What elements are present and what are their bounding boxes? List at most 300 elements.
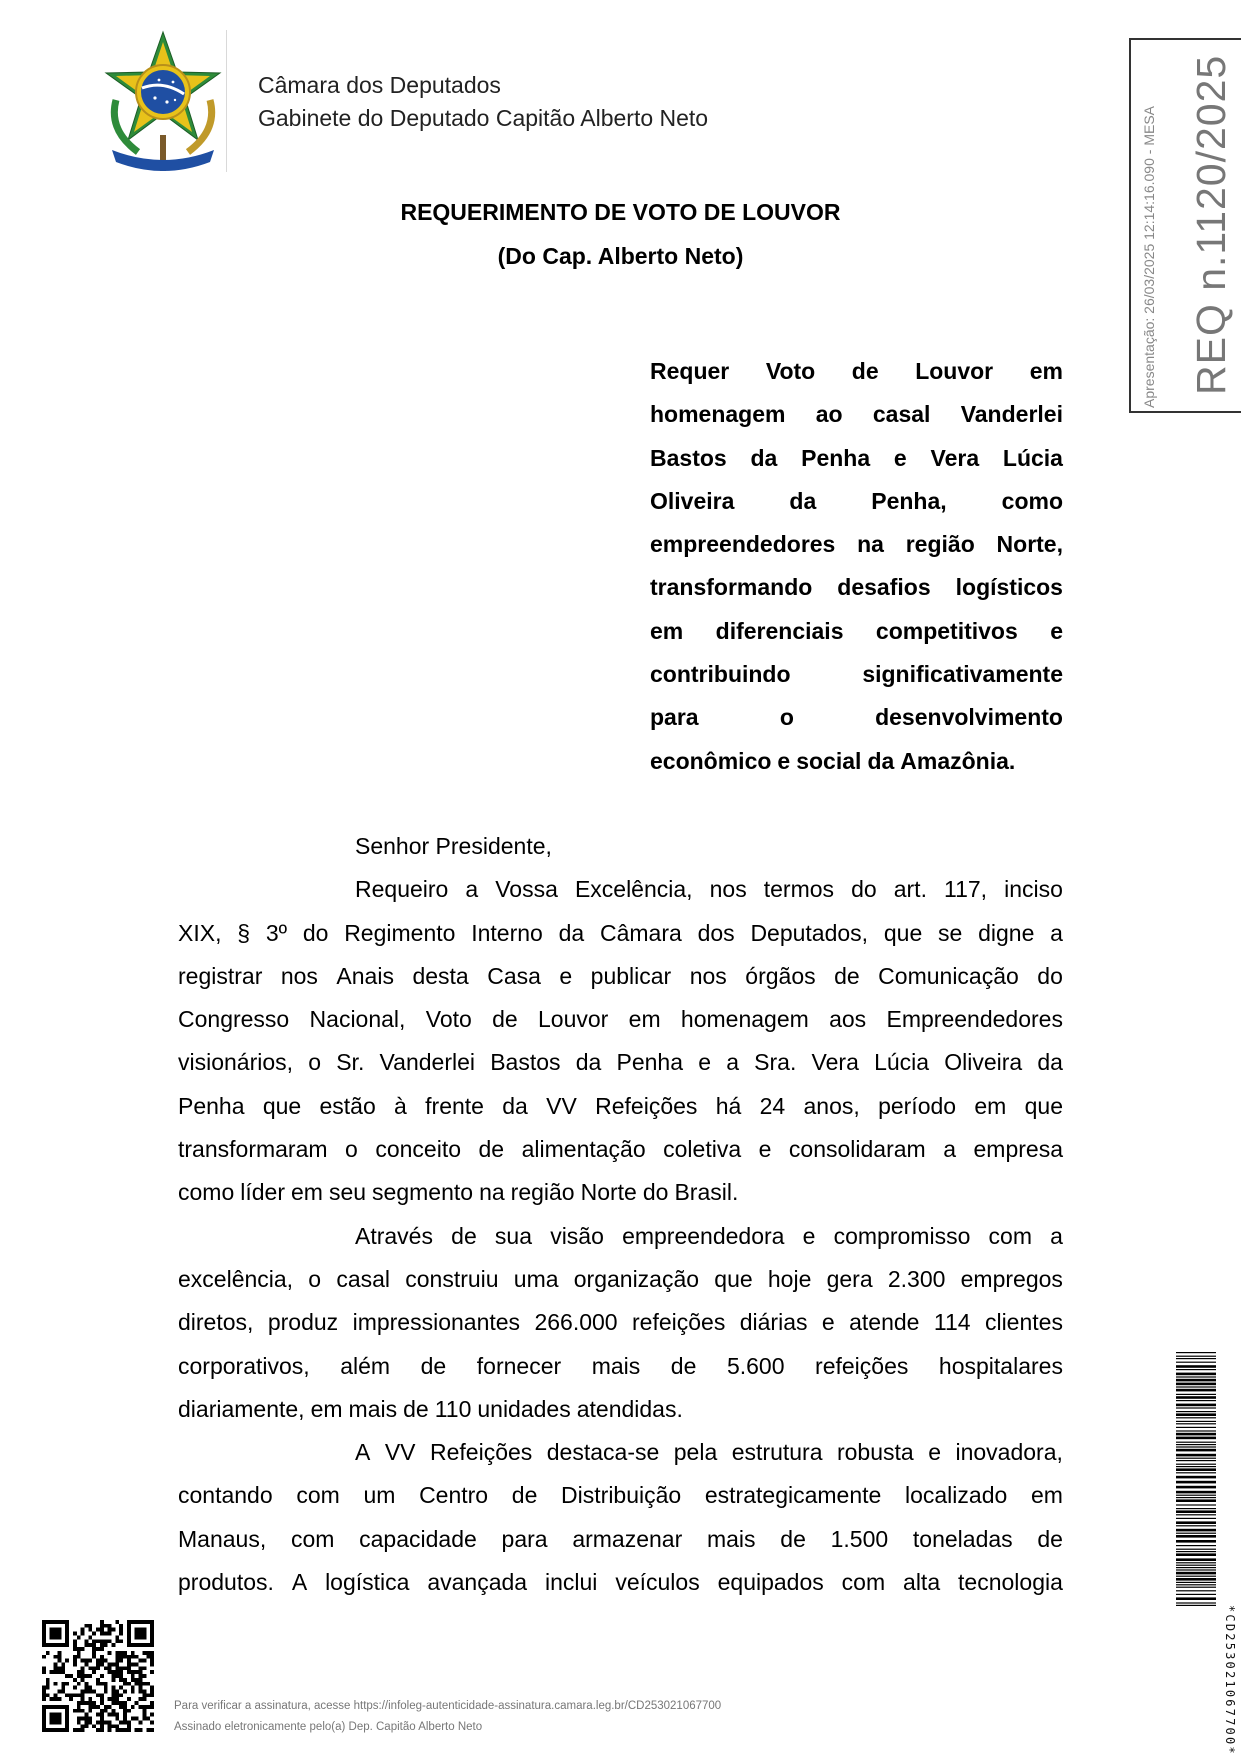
qr-module xyxy=(42,1620,69,1624)
qr-module xyxy=(119,1686,123,1690)
qr-module xyxy=(42,1643,69,1647)
qr-module xyxy=(81,1674,85,1678)
qr-module xyxy=(119,1624,123,1628)
qr-module xyxy=(100,1620,104,1624)
qr-module xyxy=(139,1690,143,1694)
qr-module xyxy=(131,1690,135,1694)
ementa-line: Oliveira da Penha, como xyxy=(650,487,1063,514)
qr-module xyxy=(119,1693,123,1697)
qr-module xyxy=(135,1662,139,1666)
qr-module xyxy=(54,1693,58,1697)
qr-module xyxy=(104,1624,108,1628)
qr-module xyxy=(123,1713,127,1717)
qr-module xyxy=(84,1720,88,1724)
qr-module xyxy=(84,1639,88,1643)
qr-module xyxy=(81,1666,85,1670)
qr-module xyxy=(135,1628,147,1640)
qr-module xyxy=(81,1717,85,1721)
qr-module xyxy=(135,1670,139,1674)
office-name: Gabinete do Deputado Capitão Alberto Neto xyxy=(258,105,709,131)
qr-module xyxy=(135,1655,139,1659)
body-line: transformaram o conceito de alimentação coletiva e consolidaram a empresa xyxy=(178,1136,1063,1163)
qr-module xyxy=(135,1678,139,1682)
qr-module xyxy=(88,1701,92,1705)
qr-module xyxy=(77,1701,81,1705)
barcode-bar xyxy=(1176,1529,1216,1532)
qr-module xyxy=(119,1670,123,1674)
barcode-bar xyxy=(1176,1576,1216,1577)
qr-module xyxy=(69,1697,73,1701)
barcode-bar xyxy=(1176,1499,1216,1502)
qr-module xyxy=(150,1651,154,1655)
qr-module xyxy=(100,1674,104,1678)
barcode-bar xyxy=(1176,1404,1216,1407)
barcode-bar xyxy=(1176,1605,1216,1606)
barcode-bar xyxy=(1176,1442,1216,1443)
qr-module xyxy=(61,1690,65,1694)
qr-module xyxy=(77,1674,81,1678)
body-line: Requeiro a Vossa Excelência, nos termos do art. 117, inciso xyxy=(355,876,1063,903)
qr-module xyxy=(100,1639,104,1643)
qr-module xyxy=(115,1697,119,1701)
qr-module xyxy=(54,1697,58,1701)
qr-module xyxy=(69,1674,73,1678)
qr-module xyxy=(139,1666,143,1670)
qr-module xyxy=(119,1655,123,1659)
barcode-bar xyxy=(1176,1373,1216,1376)
qr-module xyxy=(115,1670,119,1674)
qr-module xyxy=(96,1659,100,1663)
qr-module xyxy=(127,1666,131,1670)
brazil-coat-of-arms-logo xyxy=(98,30,228,176)
qr-module xyxy=(92,1651,96,1655)
qr-module xyxy=(115,1620,119,1624)
qr-module xyxy=(61,1682,65,1686)
qr-module xyxy=(96,1639,100,1643)
qr-module xyxy=(42,1705,69,1709)
qr-module xyxy=(88,1709,92,1713)
qr-module xyxy=(119,1632,123,1636)
qr-module xyxy=(96,1682,100,1686)
qr-module xyxy=(108,1632,112,1636)
body-line: contando com um Centro de Distribuição estrategicamente localizado em xyxy=(178,1482,1063,1509)
qr-module xyxy=(108,1697,112,1701)
qr-module xyxy=(127,1662,131,1666)
barcode-bar xyxy=(1176,1510,1216,1513)
qr-module xyxy=(115,1635,119,1639)
barcode-bar xyxy=(1176,1525,1216,1526)
ementa-line: econômico e social da Amazônia. xyxy=(650,747,1016,774)
verification-url-text: Para verificar a assinatura, acesse https://infoleg-autenticidade-assinatura.camara.leg.br/CD253021067700 xyxy=(174,1700,722,1712)
body-line: como líder em seu segmento na região Norte do Brasil. xyxy=(178,1179,739,1206)
ementa-line: em diferenciais competitivos e xyxy=(650,617,1063,644)
qr-module xyxy=(96,1713,100,1717)
barcode-bar xyxy=(1176,1565,1216,1566)
qr-module xyxy=(123,1720,127,1724)
barcode-bar xyxy=(1176,1356,1216,1357)
barcode-bar xyxy=(1176,1460,1216,1461)
qr-module xyxy=(100,1662,104,1666)
barcode-bar xyxy=(1176,1421,1216,1422)
presentation-date: Apresentação: 26/03/2025 12:14:16.090 - MESA xyxy=(1141,106,1157,408)
qr-module xyxy=(96,1662,100,1666)
body-line: excelência, o casal construiu uma organização que hoje gera 2.300 empregos xyxy=(178,1265,1063,1292)
qr-module xyxy=(100,1643,104,1647)
qr-module xyxy=(123,1728,127,1732)
qr-module xyxy=(69,1693,73,1697)
qr-module xyxy=(42,1666,46,1670)
qr-module xyxy=(108,1651,112,1655)
barcode-bar xyxy=(1176,1464,1216,1465)
barcode-bar xyxy=(1176,1446,1216,1447)
qr-module xyxy=(131,1705,135,1709)
qr-module xyxy=(42,1728,69,1732)
qr-module xyxy=(100,1682,104,1686)
qr-module xyxy=(142,1693,146,1697)
barcode-bar xyxy=(1176,1553,1216,1556)
qr-module xyxy=(96,1720,100,1724)
qr-module xyxy=(57,1659,61,1663)
qr-module xyxy=(77,1728,81,1732)
barcode-bar xyxy=(1176,1466,1216,1467)
qr-module xyxy=(108,1713,112,1717)
qr-module xyxy=(84,1624,88,1628)
body-line: diariamente, em mais de 110 unidades atendidas. xyxy=(178,1395,683,1422)
barcode-bar xyxy=(1176,1491,1216,1494)
qr-module xyxy=(123,1705,127,1709)
qr-module xyxy=(104,1682,108,1686)
qr-module xyxy=(135,1682,139,1686)
qr-module xyxy=(135,1728,139,1732)
ementa-line: homenagem ao casal Vanderlei xyxy=(650,401,1063,428)
qr-module xyxy=(112,1724,116,1728)
qr-module xyxy=(146,1682,150,1686)
barcode-bar xyxy=(1176,1433,1216,1436)
qr-module xyxy=(123,1690,127,1694)
qr-module xyxy=(81,1701,85,1705)
qr-module xyxy=(42,1686,46,1690)
qr-module xyxy=(131,1686,135,1690)
qr-module xyxy=(108,1662,112,1666)
qr-module xyxy=(77,1651,81,1655)
qr-module xyxy=(61,1670,65,1674)
qr-module xyxy=(81,1670,85,1674)
barcode-bar xyxy=(1176,1535,1216,1538)
qr-module xyxy=(96,1666,100,1670)
barcode-number: *CD253021067700* xyxy=(1223,1605,1237,1756)
qr-module xyxy=(142,1651,146,1655)
ementa-line: para o desenvolvimento xyxy=(650,704,1063,731)
qr-module xyxy=(81,1697,85,1701)
qr-module xyxy=(123,1709,127,1713)
barcode-bar xyxy=(1176,1497,1216,1498)
qr-module xyxy=(96,1728,100,1732)
qr-module xyxy=(88,1624,92,1628)
qr-module xyxy=(142,1659,146,1663)
qr-module xyxy=(115,1713,119,1717)
barcode-bar xyxy=(1176,1365,1216,1368)
qr-module xyxy=(81,1724,85,1728)
qr-module xyxy=(92,1647,96,1651)
qr-module xyxy=(100,1697,104,1701)
qr-module xyxy=(65,1693,69,1697)
qr-module xyxy=(150,1728,154,1732)
barcode-bar xyxy=(1176,1437,1216,1440)
body-line: visionários, o Sr. Vanderlei Bastos da Penha e a Sra. Vera Lúcia Oliveira da xyxy=(178,1049,1063,1076)
ementa-line: Bastos da Penha e Vera Lúcia xyxy=(650,444,1063,471)
qr-module xyxy=(92,1701,96,1705)
qr-module xyxy=(150,1690,154,1694)
qr-module xyxy=(119,1705,123,1709)
barcode-bar xyxy=(1176,1389,1216,1392)
barcode-bar xyxy=(1176,1423,1216,1424)
qr-module xyxy=(65,1620,69,1647)
qr-module xyxy=(104,1643,108,1647)
qr-module xyxy=(88,1717,92,1721)
qr-module xyxy=(100,1709,104,1713)
barcode-bar xyxy=(1176,1386,1216,1387)
barcode-bar xyxy=(1176,1407,1216,1408)
barcode-bar xyxy=(1176,1383,1216,1386)
qr-module xyxy=(112,1674,116,1678)
qr-module xyxy=(92,1724,96,1728)
document-body xyxy=(178,825,1063,1604)
qr-module xyxy=(112,1662,116,1666)
qr-module xyxy=(104,1666,108,1670)
document-title: REQUERIMENTO DE VOTO DE LOUVOR xyxy=(400,199,841,225)
qr-module xyxy=(115,1728,119,1732)
qr-module xyxy=(146,1655,150,1659)
qr-module xyxy=(150,1720,154,1724)
qr-module xyxy=(81,1709,85,1713)
qr-module xyxy=(142,1682,146,1686)
qr-module xyxy=(73,1662,77,1666)
qr-module xyxy=(108,1724,112,1728)
qr-module xyxy=(65,1705,69,1732)
qr-module xyxy=(73,1632,77,1636)
qr-module xyxy=(142,1713,146,1717)
qr-module xyxy=(88,1635,92,1639)
qr-module xyxy=(139,1678,143,1682)
qr-module xyxy=(123,1666,127,1670)
qr-module xyxy=(142,1717,146,1721)
barcode-bar xyxy=(1176,1495,1216,1496)
qr-module xyxy=(112,1713,116,1717)
qr-module xyxy=(77,1670,81,1674)
institution-name: Câmara dos Deputados xyxy=(258,72,501,98)
qr-module xyxy=(108,1720,112,1724)
barcode-bar xyxy=(1176,1454,1216,1457)
qr-module xyxy=(150,1670,154,1674)
verification-qr-code[interactable] xyxy=(42,1620,154,1732)
qr-module xyxy=(92,1655,96,1659)
qr-module xyxy=(119,1666,123,1670)
barcode-bar xyxy=(1176,1597,1216,1600)
qr-module xyxy=(81,1690,85,1694)
qr-module xyxy=(100,1717,104,1721)
barcode-bar xyxy=(1176,1358,1216,1359)
qr-module xyxy=(65,1659,69,1663)
qr-module xyxy=(115,1690,119,1694)
qr-module xyxy=(127,1643,154,1647)
qr-module xyxy=(119,1659,123,1663)
body-line: Através de sua visão empreendedora e compromisso com a xyxy=(355,1222,1063,1249)
qr-module xyxy=(96,1647,100,1651)
qr-module xyxy=(77,1682,81,1686)
qr-module xyxy=(139,1682,143,1686)
barcode-bar xyxy=(1176,1562,1216,1563)
qr-module xyxy=(123,1682,127,1686)
qr-module xyxy=(112,1686,116,1690)
qr-module xyxy=(115,1693,119,1697)
qr-module xyxy=(57,1697,61,1701)
qr-module xyxy=(108,1628,112,1632)
qr-module xyxy=(96,1705,100,1709)
body-line: Congresso Nacional, Voto de Louvor em homenagem aos Empreendedores xyxy=(178,1006,1063,1033)
qr-module xyxy=(112,1709,116,1713)
barcode-bar xyxy=(1176,1590,1216,1591)
qr-module xyxy=(123,1678,127,1682)
barcode-bar xyxy=(1176,1468,1216,1471)
barcode-bar xyxy=(1176,1551,1216,1552)
qr-module xyxy=(77,1720,81,1724)
qr-module xyxy=(100,1701,104,1705)
qr-module xyxy=(150,1713,154,1717)
qr-module xyxy=(108,1624,112,1628)
qr-module xyxy=(142,1674,146,1678)
qr-module xyxy=(46,1678,50,1682)
qr-module xyxy=(50,1697,54,1701)
qr-module xyxy=(115,1659,119,1663)
barcode-bar xyxy=(1176,1602,1216,1603)
qr-module xyxy=(92,1670,96,1674)
qr-module xyxy=(104,1709,108,1713)
qr-module xyxy=(81,1728,85,1732)
qr-module xyxy=(84,1674,88,1678)
barcode-bar xyxy=(1176,1472,1216,1473)
barcode-bar xyxy=(1176,1572,1216,1575)
qr-module xyxy=(119,1628,123,1632)
qr-module xyxy=(54,1666,58,1670)
qr-module xyxy=(123,1651,127,1655)
qr-module xyxy=(46,1686,50,1690)
qr-module xyxy=(42,1705,46,1732)
qr-module xyxy=(100,1693,104,1697)
qr-module xyxy=(150,1693,154,1697)
qr-module xyxy=(77,1717,81,1721)
qr-module xyxy=(139,1686,143,1690)
qr-module xyxy=(108,1728,112,1732)
qr-module xyxy=(73,1639,77,1643)
qr-module xyxy=(46,1682,50,1686)
qr-module xyxy=(139,1728,143,1732)
qr-module xyxy=(112,1693,116,1697)
qr-module xyxy=(54,1662,58,1666)
qr-module xyxy=(88,1674,92,1678)
qr-module xyxy=(81,1647,85,1651)
qr-module xyxy=(108,1639,112,1643)
qr-module xyxy=(42,1690,46,1694)
qr-module xyxy=(100,1655,104,1659)
qr-module xyxy=(104,1690,108,1694)
barcode-bar xyxy=(1176,1558,1216,1561)
qr-module xyxy=(54,1655,58,1659)
barcode-bar xyxy=(1176,1486,1216,1489)
header-divider xyxy=(226,30,227,172)
ementa-line: empreendedores na região Norte, xyxy=(650,531,1063,558)
qr-module xyxy=(81,1659,85,1663)
qr-module xyxy=(115,1724,119,1728)
qr-module xyxy=(131,1717,135,1721)
request-number: REQ n.1120/2025 xyxy=(1188,54,1234,395)
qr-module xyxy=(150,1655,154,1659)
qr-module xyxy=(135,1717,139,1721)
qr-module xyxy=(84,1682,88,1686)
qr-module xyxy=(150,1701,154,1705)
qr-module xyxy=(88,1720,92,1724)
barcode-bar xyxy=(1176,1476,1216,1479)
qr-module xyxy=(42,1693,46,1697)
qr-module xyxy=(88,1666,92,1670)
qr-module xyxy=(142,1705,146,1709)
barcode-bar xyxy=(1176,1444,1216,1445)
qr-module xyxy=(88,1686,92,1690)
qr-module xyxy=(127,1670,131,1674)
barcode-bar xyxy=(1176,1394,1216,1395)
barcode-bar xyxy=(1176,1578,1216,1581)
qr-module xyxy=(112,1670,116,1674)
qr-module xyxy=(73,1693,77,1697)
qr-module xyxy=(115,1651,119,1655)
qr-module xyxy=(127,1724,131,1728)
barcode-bar xyxy=(1176,1569,1216,1570)
qr-module xyxy=(142,1709,146,1713)
qr-module xyxy=(92,1643,96,1647)
qr-module xyxy=(84,1701,88,1705)
qr-module xyxy=(108,1705,112,1709)
barcode-bar xyxy=(1176,1362,1216,1363)
ementa-line: Requer Voto de Louvor em xyxy=(650,358,1063,384)
barcode-bar xyxy=(1176,1411,1216,1412)
barcode-bar xyxy=(1176,1376,1216,1377)
barcode-bar xyxy=(1176,1584,1216,1585)
qr-module xyxy=(88,1697,92,1701)
qr-module xyxy=(84,1717,88,1721)
barcode-bar xyxy=(1176,1458,1216,1459)
qr-module xyxy=(42,1670,46,1674)
qr-module xyxy=(139,1659,143,1663)
qr-module xyxy=(123,1717,127,1721)
qr-module xyxy=(73,1686,77,1690)
qr-module xyxy=(127,1697,131,1701)
qr-module xyxy=(115,1701,119,1705)
qr-module xyxy=(73,1659,77,1663)
qr-module xyxy=(57,1655,61,1659)
qr-module xyxy=(131,1655,135,1659)
qr-module xyxy=(100,1724,104,1728)
qr-module xyxy=(112,1628,116,1632)
signature-text: Assinado eletronicamente pelo(a) Dep. Capitão Alberto Neto xyxy=(174,1721,483,1733)
qr-module xyxy=(119,1651,123,1655)
qr-module xyxy=(115,1639,119,1643)
qr-module xyxy=(73,1643,77,1647)
qr-module xyxy=(54,1670,58,1674)
qr-module xyxy=(104,1720,108,1724)
qr-module xyxy=(81,1678,85,1682)
qr-module xyxy=(150,1620,154,1647)
qr-module xyxy=(88,1628,92,1632)
qr-module xyxy=(127,1728,131,1732)
